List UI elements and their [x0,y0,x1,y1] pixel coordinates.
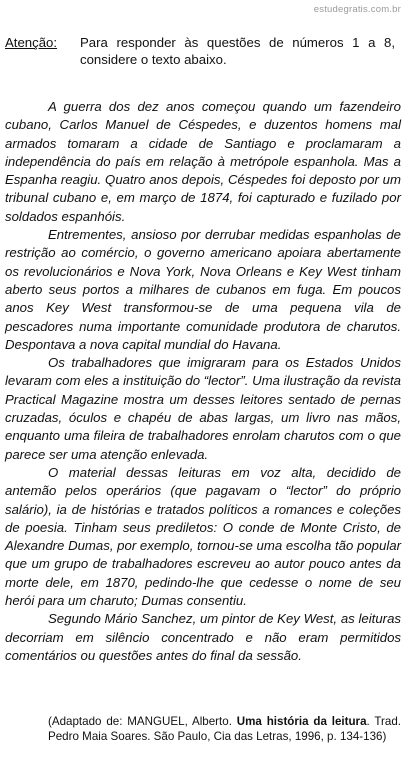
paragraph-5: Segundo Mário Sanchez, um pintor de Key West, as leituras decorriam em silêncio concentrado e não eram permitidos comentários ou questões antes do final da sessão. [5,611,401,663]
paragraph-3: Os trabalhadores que imigraram para os Estados Unidos levaram com eles a instituição do “lector”. Uma ilustração da revista Practical Magazine mostra um desses leitores sentado de pernas cruzadas, óculos e chapéu de abas largas, um livro nas mãos, enquanto uma fileira de trabalhadores enrolam charutos com o que parece ser uma atenção enlevada. [5,355,401,462]
reference-prefix: (Adaptado de: MANGUEL, Alberto. [48,715,237,728]
paragraph-2: Entrementes, ansioso por derrubar medidas espanholas de restrição ao comércio, o governo americano apoiara abertamente os revolucionários e Nova York, Nova Orleans e Key West tinham aberto seus portos a milhares de cubanos em fuga. Em poucos anos Key West transformou-se de uma pequena vila de pescadores numa importante comunidade produtora de charutos. Despontava a nova capital mundial do Havana. [5,227,401,352]
reference-title: Uma história da leitura [236,715,367,728]
paragraph-1: A guerra dos dez anos começou quando um fazendeiro cubano, Carlos Manuel de Céspedes, e duzentos homens mal armados tomaram a cidade de Santiago e proclamaram a independência do país em relação à metrópole espanhola. Mas a Espanha reagiu. Quatro anos depois, Céspedes foi deposto por um tribunal cubano e, em março de 1874, foi capturado e fuzilado por soldados espanhóis. [5,99,401,224]
reference-suffix: . Trad. Pedro Maia Soares. São Paulo, Cia das Letras, 1996, p. 134-136) [48,715,401,743]
instruction-text: Para responder às questões de números 1 a 8, considere o texto abaixo. [80,35,395,67]
source-reference [48,714,401,744]
site-watermark: estudegratis.com.br [313,4,401,15]
reading-text [5,98,401,665]
paragraph-4: O material dessas leituras em voz alta, decidido de antemão pelos operários (que pagavam o “lector” do próprio salário), ia de histórias e tratados políticos a romances e coleções de poesia. Tinham seus prediletos: O conde de Monte Cristo, de Alexandre Dumas, por exemplo, tornou-se uma escolha tão popular que um grupo de trabalhadores escreveu ao autor pouco antes da morte dele, em 1870, pedindo-lhe que cedesse o nome de seu herói para um charuto; Dumas consentiu. [5,464,401,609]
instruction-header [5,34,395,68]
attention-label: Atenção: [5,35,58,50]
